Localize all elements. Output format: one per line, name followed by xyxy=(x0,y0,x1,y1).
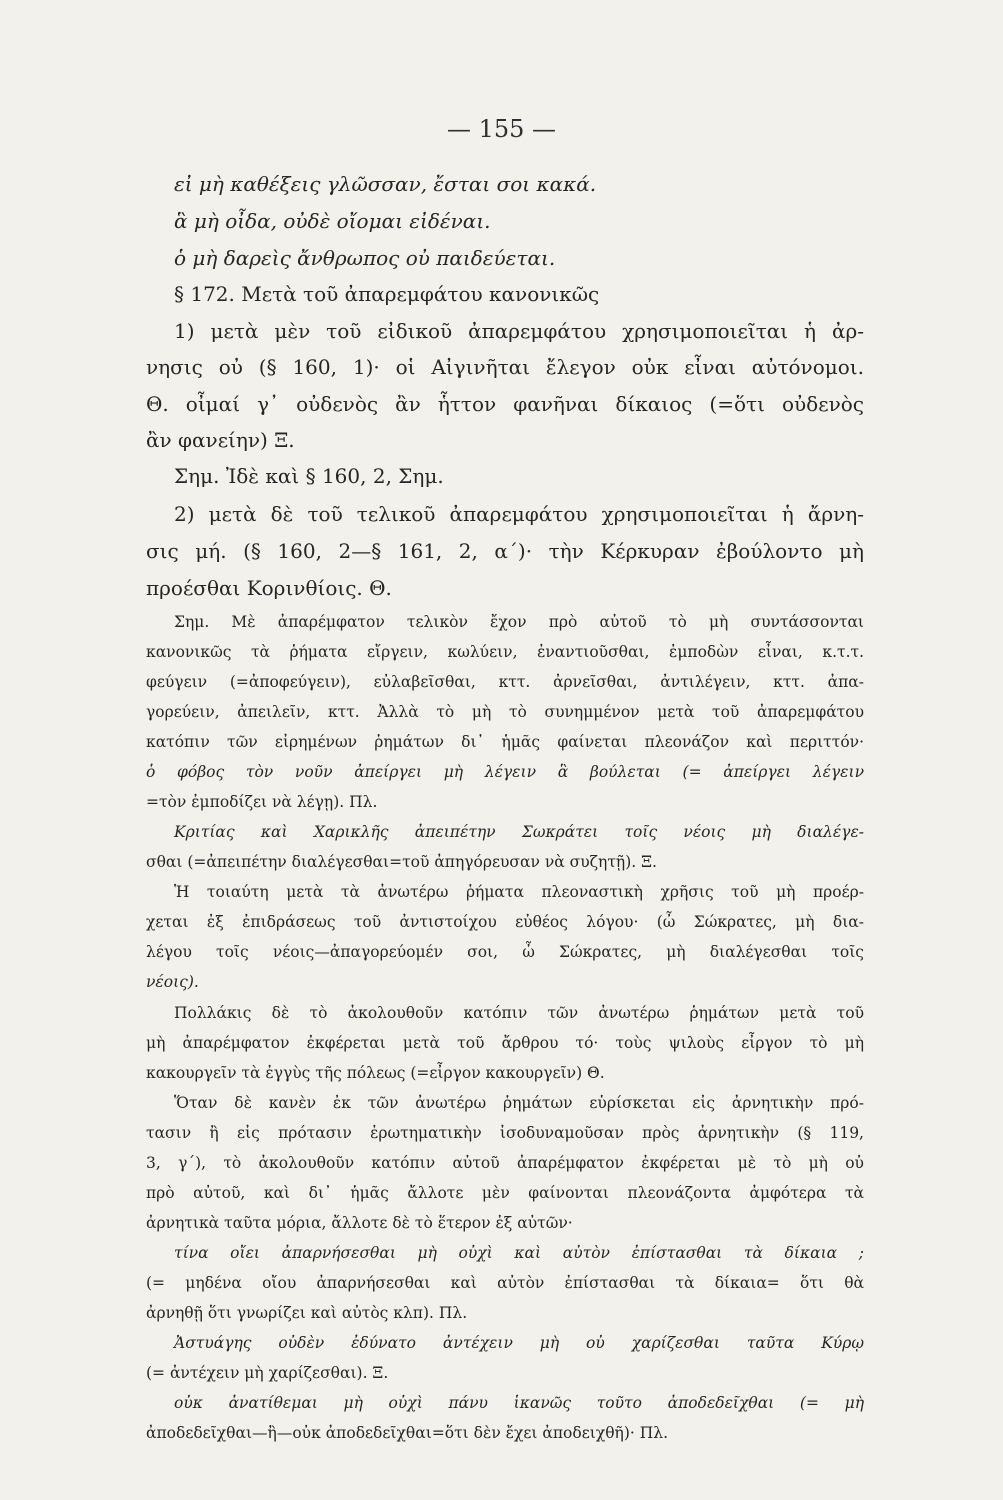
note-line: τασιν ἢ εἰς πρότασιν ἐρωτηματικὴν ἰσοδυναμοῦσαν πρὸς ἀρνητικὴν (§ 119, xyxy=(146,1124,864,1142)
text-line: 1) μετὰ μὲν τοῦ εἰδικοῦ ἀπαρεμφάτου χρησιμοποιεῖται ἡ ἀρ- xyxy=(174,319,864,343)
note-line: ἀρνηθῇ ὅτι γνωρίζει καὶ αὐτὸς κλπ). Πλ. xyxy=(146,1304,468,1322)
text-line: σις μή. (§ 160, 2—§ 161, 2, α΄)· τὴν Κέρκυραν ἐβούλοντο μὴ xyxy=(146,539,864,563)
note-line: Κριτίας καὶ Χαρικλῆς ἀπειπέτην Σωκράτει τοῖς νέοις μὴ διαλέγε- xyxy=(174,823,864,841)
note-line: ὁ φόβος τὸν νοῦν ἀπείργει μὴ λέγειν ἃ βούλεται (= ἀπείργει λέγειν xyxy=(146,763,864,781)
text-line: νησις οὐ (§ 160, 1)· οἱ Αἰγινῆται ἔλεγον οὐκ εἶναι αὐτόνομοι. xyxy=(146,355,864,379)
note-line: γορεύειν, ἀπειλεῖν, κττ. Ἀλλὰ τὸ μὴ τὸ συνημμένον μετὰ τοῦ ἀπαρεμφάτου xyxy=(146,703,864,721)
note-line: σθαι (=ἀπειπέτην διαλέγεσθαι=τοῦ ἀπηγόρευσαν νὰ συζητῇ). Ξ. xyxy=(146,853,657,871)
note-line: τίνα οἴει ἀπαρνήσεσθαι μὴ οὐχὶ καὶ αὐτὸν ἐπίστασθαι τὰ δίκαια ; xyxy=(174,1244,864,1262)
page-number: — 155 — xyxy=(446,115,557,143)
note-line: λέγου τοῖς νέοις—ἀπαγορεύομέν σοι, ὦ Σώκρατες, μὴ διαλέγεσθαι τοῖς xyxy=(146,943,864,961)
note-line: ἀρνητικὰ ταῦτα μόρια, ἄλλοτε δὲ τὸ ἕτερον ἐξ αὐτῶν· xyxy=(146,1214,573,1232)
note-line: χεται ἐξ ἐπιδράσεως τοῦ ἀντιστοίχου εὐθέος λόγου· (ὦ Σώκρατες, μὴ δια- xyxy=(146,913,864,931)
note-line: Ἀστυάγης οὐδὲν ἐδύνατο ἀντέχειν μὴ οὐ χαρίζεσθαι ταῦτα Κύρῳ xyxy=(174,1334,864,1352)
note-line: 3, γ΄), τὸ ἀκολουθοῦν κατόπιν αὐτοῦ ἀπαρέμφατον ἐκφέρεται μὲ τὸ μὴ οὐ xyxy=(146,1154,864,1172)
note-line: νέοις). xyxy=(146,973,199,991)
text-line: προέσθαι Κορινθίοις. Θ. xyxy=(146,576,392,600)
note-line: Πολλάκις δὲ τὸ ἀκολουθοῦν κατόπιν τῶν ἀνωτέρω ῥημάτων μετὰ τοῦ xyxy=(174,1004,864,1022)
note-line: (= μηδένα οἴου ἀπαρνήσεσθαι καὶ αὐτὸν ἐπίστασθαι τὰ δίκαια= ὅτι θὰ xyxy=(146,1274,864,1292)
note-line: πρὸ αὐτοῦ, καὶ δι᾽ ἡμᾶς ἄλλοτε μὲν φαίνονται πλεονάζοντα ἀμφότερα τὰ xyxy=(146,1184,864,1202)
note-line: Ὅταν δὲ κανὲν ἐκ τῶν ἀνωτέρω ῥημάτων εὑρίσκεται εἰς ἀρνητικὴν πρό- xyxy=(174,1094,864,1112)
note-line: κατόπιν τῶν εἰρημένων ῥημάτων δι᾽ ἡμᾶς φαίνεται πλεονάζον καὶ περιττόν· xyxy=(146,733,864,751)
text-line: Θ. οἶμαί γ᾽ οὐδενὸς ἂν ἧττον φανῆναι δίκαιος (=ὅτι οὐδενὸς xyxy=(146,392,864,416)
note-line: οὐκ ἀνατίθεμαι μὴ οὐχὶ πάνυ ἱκανῶς τοῦτο ἀποδεδεῖχθαι (= μὴ xyxy=(174,1394,864,1412)
note-line: Σημ. Ἰδὲ καὶ § 160, 2, Σημ. xyxy=(174,464,444,488)
text-line: ὁ μὴ δαρεὶς ἄνθρωπος οὐ παιδεύεται. xyxy=(174,246,556,270)
text-line: ἃ μὴ οἶδα, οὐδὲ οἴομαι εἰδέναι. xyxy=(174,209,491,233)
section-heading: § 172. Μετὰ τοῦ ἀπαρεμφάτου κανονικῶς xyxy=(174,282,600,306)
note-line: κακουργεῖν τὰ ἐγγὺς τῆς πόλεως (=εἶργον κακουργεῖν) Θ. xyxy=(146,1064,605,1082)
note-line: φεύγειν (=ἀποφεύγειν), εὐλαβεῖσθαι, κττ. ἀρνεῖσθαι, ἀντιλέγειν, κττ. ἀπα- xyxy=(146,673,864,691)
note-line: (= ἀντέχειν μὴ χαρίζεσθαι). Ξ. xyxy=(146,1364,389,1382)
note-line: κανονικῶς τὰ ῥήματα εἴργειν, κωλύειν, ἐναντιοῦσθαι, ἐμποδὼν εἶναι, κ.τ.τ. xyxy=(146,643,864,661)
text-line: ἂν φανείην) Ξ. xyxy=(146,428,295,452)
note-line: ἀποδεδεῖχθαι—ἢ—οὐκ ἀποδεδεῖχθαι=ὅτι δὲν ἔχει ἀποδειχθῆ)· Πλ. xyxy=(146,1424,669,1442)
note-line: Ἡ τοιαύτη μετὰ τὰ ἀνωτέρω ῥήματα πλεοναστικὴ χρῆσις τοῦ μὴ προέρ- xyxy=(174,883,864,901)
text-line: 2) μετὰ δὲ τοῦ τελικοῦ ἀπαρεμφάτου χρησιμοποιεῖται ἡ ἄρνη- xyxy=(174,502,864,526)
note-line: μὴ ἀπαρέμφατον ἐκφέρεται μετὰ τοῦ ἄρθρου τό· τοὺς ψιλοὺς εἶργον τὸ μὴ xyxy=(146,1034,864,1052)
note-line: =τὸν ἐμποδίζει νὰ λέγῃ). Πλ. xyxy=(146,793,378,811)
note-line: Σημ. Μὲ ἀπαρέμφατον τελικὸν ἔχον πρὸ αὐτοῦ τὸ μὴ συντάσσονται xyxy=(174,613,864,631)
text-line: εἰ μὴ καθέξεις γλῶσσαν, ἔσται σοι κακά. xyxy=(174,172,597,196)
